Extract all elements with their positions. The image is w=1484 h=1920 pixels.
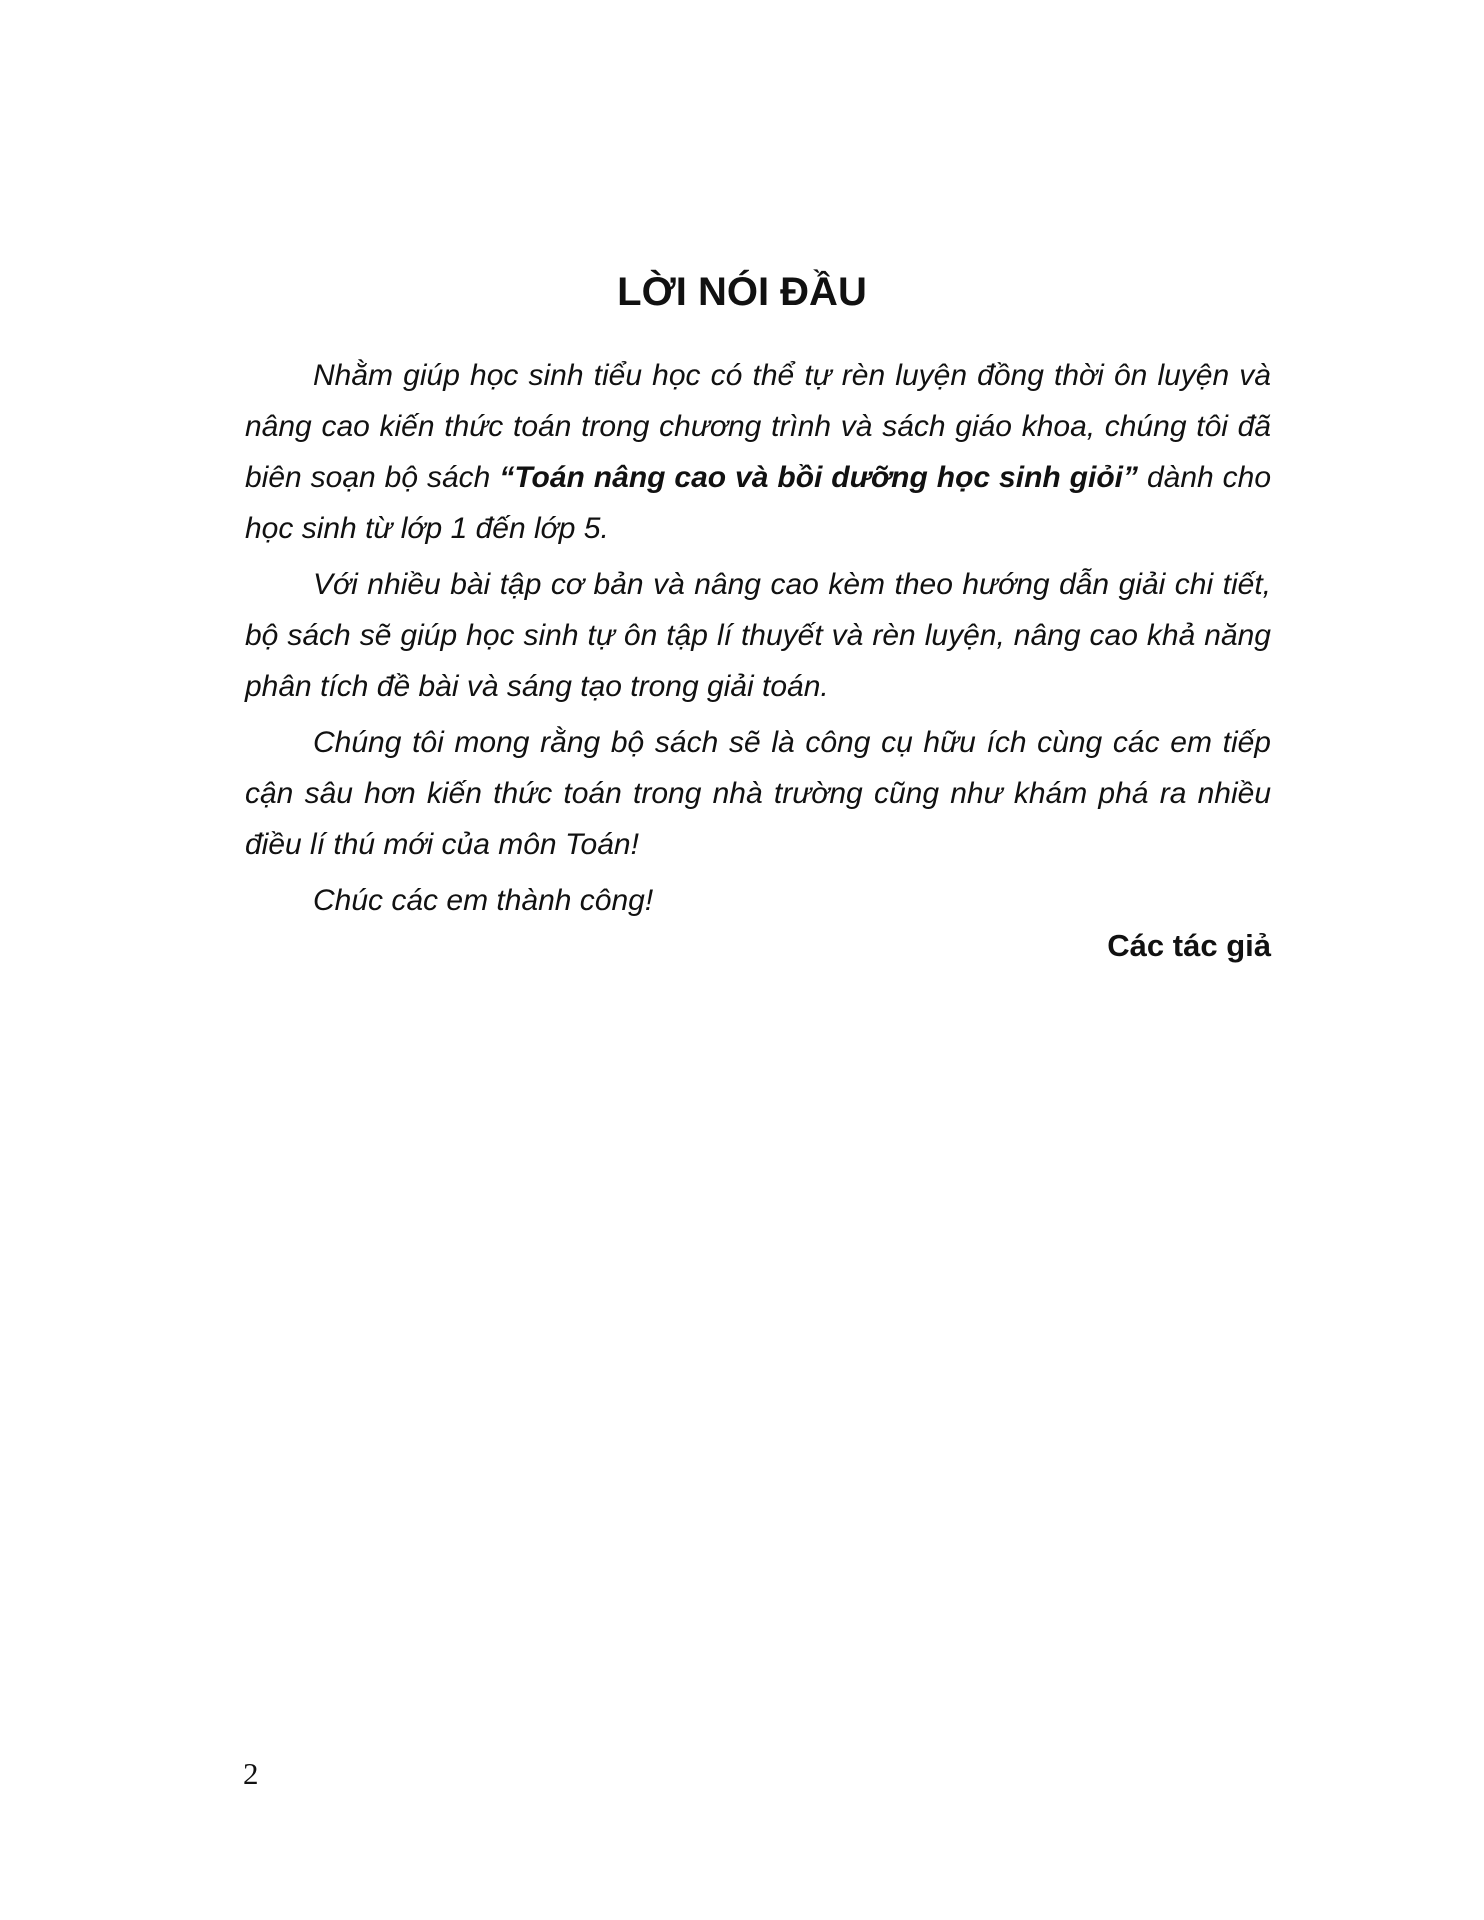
paragraph-3: Chúng tôi mong rằng bộ sách sẽ là công cụ hữu ích cùng các em tiếp cận sâu hơn kiến thức toán trong nhà trường cũng như khám phá ra nhiều điều lí thú mới của môn Toán! <box>245 726 1271 861</box>
book-title: “Toán nâng cao và bồi dưỡng học sinh giỏi” <box>499 461 1138 494</box>
paragraph-2: Với nhiều bài tập cơ bản và nâng cao kèm theo hướng dẫn giải chi tiết, bộ sách sẽ giúp học sinh tự ôn tập lí thuyết và rèn luyện, nâng cao khả năng phân tích đề bài và sáng tạo trong giải toán. <box>245 568 1271 703</box>
page-title: LỜI NÓI ĐẦU <box>617 270 867 314</box>
paragraph-1 <box>245 350 1271 554</box>
paragraph-1-intro: Nhằm giúp học sinh tiểu học có thể tự rèn luyện đồng thời ôn luyện và nâng cao kiến thức toán trong chương trình và sách giáo khoa, chúng tôi đã biên soạn bộ sách <box>245 359 1271 494</box>
authors-signature: Các tác giả <box>1107 928 1271 963</box>
paragraph-4: Chúc các em thành công! <box>313 884 654 917</box>
paragraph-1-outro: dành cho học sinh từ lớp 1 đến lớp 5. <box>245 461 1272 545</box>
preface-body <box>245 350 1271 926</box>
page-number: 2 <box>243 1756 259 1791</box>
